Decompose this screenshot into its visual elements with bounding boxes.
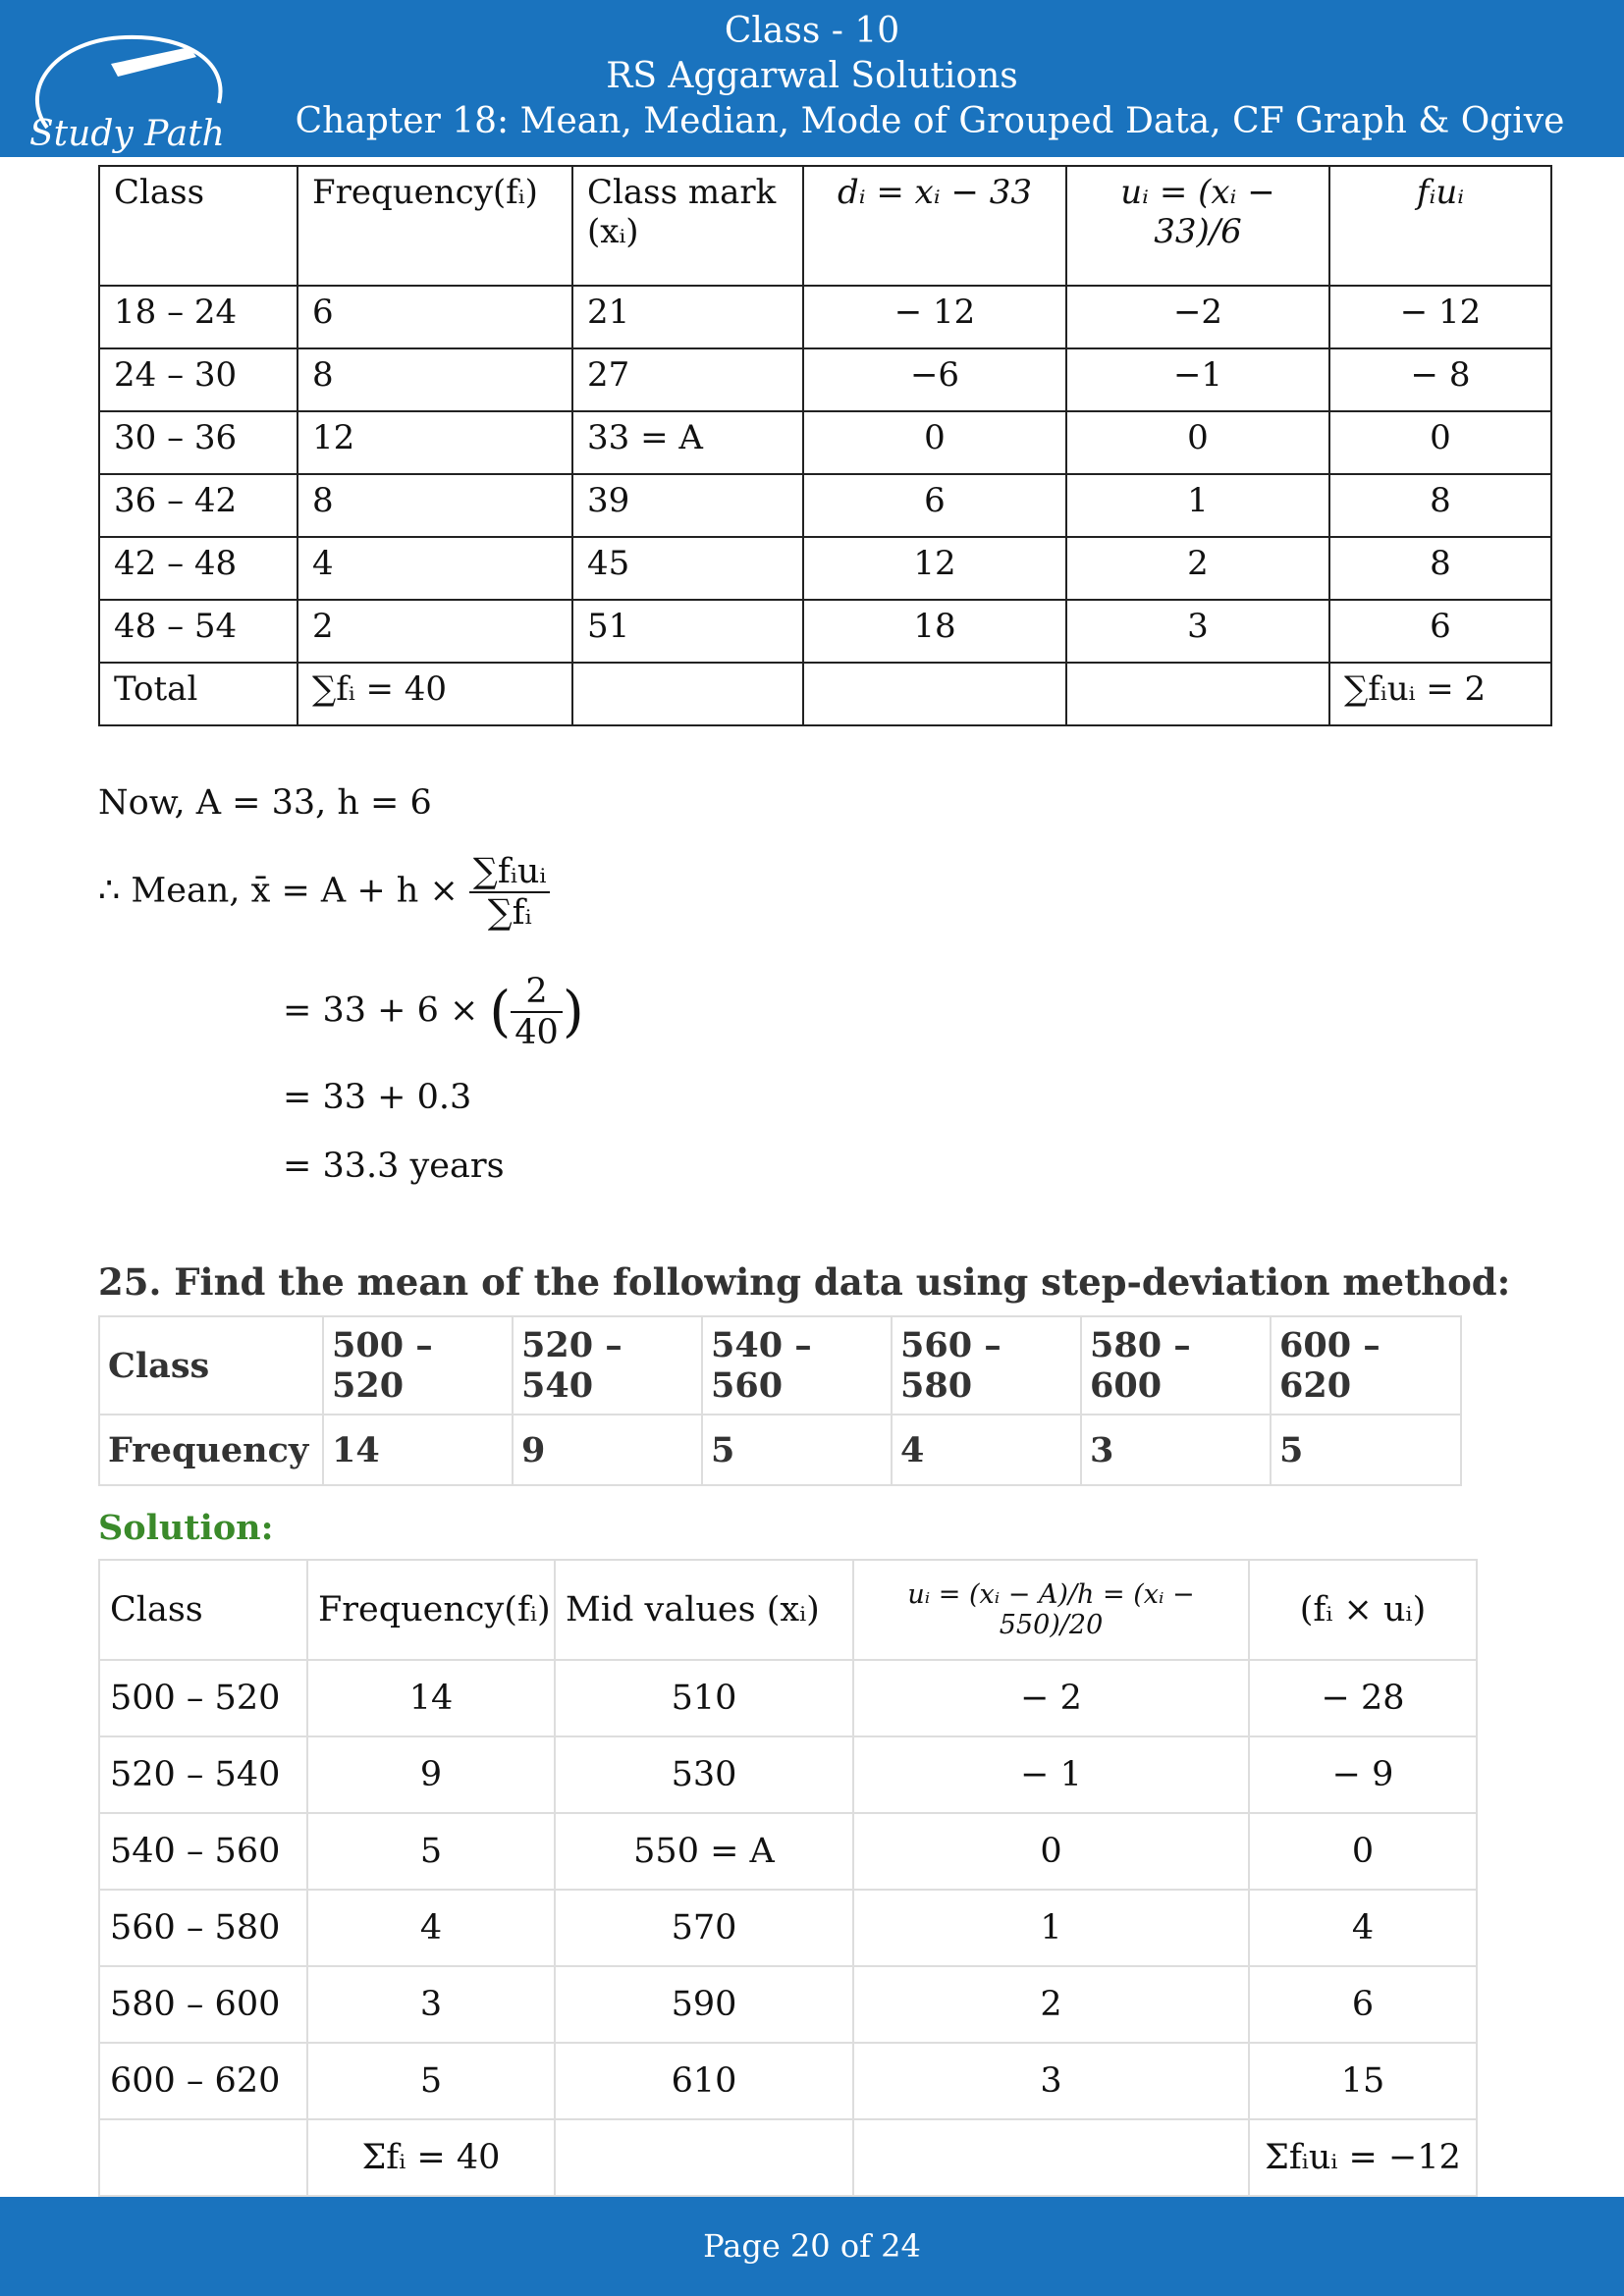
step1-numerator: 2	[511, 972, 563, 1013]
table-row	[99, 2043, 1477, 2119]
cell: −1	[1066, 348, 1329, 411]
cell: 5	[307, 1813, 555, 1890]
cell: 30 – 36	[99, 411, 298, 474]
cell: − 12	[803, 286, 1066, 348]
cell: 8	[1329, 537, 1551, 600]
header-cell: Class	[99, 166, 298, 286]
step1-fraction	[511, 972, 563, 1052]
cell: 3	[853, 2043, 1249, 2119]
mean-formula	[98, 852, 550, 933]
mean-label: ∴ Mean, x̄ = A + h ×	[98, 871, 469, 911]
table-row	[99, 600, 1551, 663]
cell: 0	[853, 1813, 1249, 1890]
table-row	[99, 411, 1551, 474]
cell: 18 – 24	[99, 286, 298, 348]
class-title: Class - 10	[724, 11, 900, 51]
cell: 6	[1249, 1966, 1477, 2043]
cell: −6	[803, 348, 1066, 411]
cell: 4	[298, 537, 572, 600]
table-row	[99, 1736, 1477, 1813]
cell: 18	[803, 600, 1066, 663]
question-table	[98, 1315, 1462, 1486]
table-row	[99, 1415, 1461, 1485]
cell: 520 – 540	[99, 1736, 307, 1813]
mean-numerator: ∑fᵢuᵢ	[469, 852, 551, 893]
cell: 27	[572, 348, 803, 411]
cell: 39	[572, 474, 803, 537]
cell: 570	[555, 1890, 853, 1966]
cell: 21	[572, 286, 803, 348]
sum-f: ∑fᵢ = 40	[298, 663, 572, 725]
cell: 6	[298, 286, 572, 348]
table-total-row	[99, 663, 1551, 725]
mean-denominator: ∑fᵢ	[487, 893, 532, 933]
cell: − 9	[1249, 1736, 1477, 1813]
header-cell: uᵢ = (xᵢ − A)/h = (xᵢ − 550)/20	[853, 1560, 1249, 1660]
cell: 560 – 580	[99, 1890, 307, 1966]
cell: − 8	[1329, 348, 1551, 411]
cell: 500 – 520	[99, 1660, 307, 1736]
cell: 560 – 580	[892, 1316, 1081, 1415]
cell: 42 – 48	[99, 537, 298, 600]
cell: 530	[555, 1736, 853, 1813]
cell: 51	[572, 600, 803, 663]
cell: Class	[99, 1316, 323, 1415]
cell: 0	[1066, 411, 1329, 474]
cell: 580 – 600	[99, 1966, 307, 2043]
cell: 6	[1329, 600, 1551, 663]
cell	[803, 663, 1066, 725]
cell: 8	[1329, 474, 1551, 537]
logo-text: Study Path	[29, 114, 225, 154]
table-row	[99, 348, 1551, 411]
header-cell: Mid values (xᵢ)	[555, 1560, 853, 1660]
cell: 2	[853, 1966, 1249, 2043]
cell	[572, 663, 803, 725]
cell: 1	[853, 1890, 1249, 1966]
cell: 3	[1081, 1415, 1271, 1485]
cell: 510	[555, 1660, 853, 1736]
cell: 0	[1329, 411, 1551, 474]
solution-table	[98, 1559, 1478, 2197]
header-cell: fᵢuᵢ	[1329, 166, 1551, 286]
cell: 540 – 560	[99, 1813, 307, 1890]
cell: 610	[555, 2043, 853, 2119]
cell: 520 – 540	[513, 1316, 702, 1415]
cell: 9	[307, 1736, 555, 1813]
table-total-row	[99, 2119, 1477, 2196]
cell: 3	[307, 1966, 555, 2043]
cell: − 12	[1329, 286, 1551, 348]
cell: 590	[555, 1966, 853, 2043]
cell	[1066, 663, 1329, 725]
question-25: 25. Find the mean of the following data using step-deviation method:	[98, 1260, 1511, 1304]
header-cell: dᵢ = xᵢ − 33	[803, 166, 1066, 286]
working-step-3: = 33.3 years	[283, 1147, 505, 1186]
cell: 33 = A	[572, 411, 803, 474]
cell: 550 = A	[555, 1813, 853, 1890]
cell: 0	[803, 411, 1066, 474]
table-row	[99, 286, 1551, 348]
cell: 45	[572, 537, 803, 600]
table-1	[98, 165, 1552, 726]
cell: 15	[1249, 2043, 1477, 2119]
cell: 4	[1249, 1890, 1477, 1966]
cell: 6	[803, 474, 1066, 537]
cell: 8	[298, 348, 572, 411]
cell: 5	[702, 1415, 892, 1485]
header-cell: uᵢ = (xᵢ − 33)/6	[1066, 166, 1329, 286]
header-cell: Frequency(fᵢ)	[298, 166, 572, 286]
chapter-title: Chapter 18: Mean, Median, Mode of Grouped Data, CF Graph & Ogive	[295, 101, 1565, 141]
cell: 9	[513, 1415, 702, 1485]
table-row	[99, 1966, 1477, 2043]
table-header-row	[99, 1560, 1477, 1660]
table-row	[99, 537, 1551, 600]
cell: 4	[307, 1890, 555, 1966]
step1-prefix: = 33 + 6 ×	[283, 990, 490, 1031]
step1-denominator: 40	[514, 1013, 559, 1052]
cell: 2	[1066, 537, 1329, 600]
table-row	[99, 474, 1551, 537]
cell: 580 – 600	[1081, 1316, 1271, 1415]
cell: − 28	[1249, 1660, 1477, 1736]
header-cell: (fᵢ × uᵢ)	[1249, 1560, 1477, 1660]
cell: 24 – 30	[99, 348, 298, 411]
cell: − 1	[853, 1736, 1249, 1813]
cell: 5	[1271, 1415, 1461, 1485]
table-row	[99, 1660, 1477, 1736]
cell: 36 – 42	[99, 474, 298, 537]
cell: 12	[298, 411, 572, 474]
sum-fu: ∑fᵢuᵢ = 2	[1329, 663, 1551, 725]
page-header	[0, 0, 1624, 157]
cell: 14	[323, 1415, 513, 1485]
cell: 8	[298, 474, 572, 537]
cell: 540 – 560	[702, 1316, 892, 1415]
cell: 500 – 520	[323, 1316, 513, 1415]
cell	[99, 2119, 307, 2196]
header-cell: Class	[99, 1560, 307, 1660]
cell: 1	[1066, 474, 1329, 537]
cell: 5	[307, 2043, 555, 2119]
header-cell: Class mark (xᵢ)	[572, 166, 803, 286]
cell: −2	[1066, 286, 1329, 348]
cell: 2	[298, 600, 572, 663]
cell: 3	[1066, 600, 1329, 663]
cell: 48 – 54	[99, 600, 298, 663]
cell	[853, 2119, 1249, 2196]
working-step-1: = 33 + 6 × ( $\frac{2}{40}$ )	[283, 972, 584, 1052]
cell: 4	[892, 1415, 1081, 1485]
mean-fraction	[469, 852, 551, 933]
table-1-header-row	[99, 166, 1551, 286]
book-title: RS Aggarwal Solutions	[606, 56, 1018, 96]
page-footer: Page 20 of 24	[0, 2197, 1624, 2296]
working-step-2: = 33 + 0.3	[283, 1078, 472, 1117]
table-row	[99, 1813, 1477, 1890]
table-row	[99, 1890, 1477, 1966]
cell: 12	[803, 537, 1066, 600]
solution-label: Solution:	[98, 1508, 274, 1548]
sum-fu: Σfᵢuᵢ = −12	[1249, 2119, 1477, 2196]
table-row	[99, 1316, 1461, 1415]
cell: 600 – 620	[99, 2043, 307, 2119]
total-label: Total	[99, 663, 298, 725]
cell	[555, 2119, 853, 2196]
header-cell: Frequency(fᵢ)	[307, 1560, 555, 1660]
cell: 600 – 620	[1271, 1316, 1461, 1415]
cell: 0	[1249, 1813, 1477, 1890]
cell: Frequency	[99, 1415, 323, 1485]
cell: − 2	[853, 1660, 1249, 1736]
sum-f: Σfᵢ = 40	[307, 2119, 555, 2196]
working-line-1: Now, A = 33, h = 6	[98, 783, 432, 823]
cell: 14	[307, 1660, 555, 1736]
